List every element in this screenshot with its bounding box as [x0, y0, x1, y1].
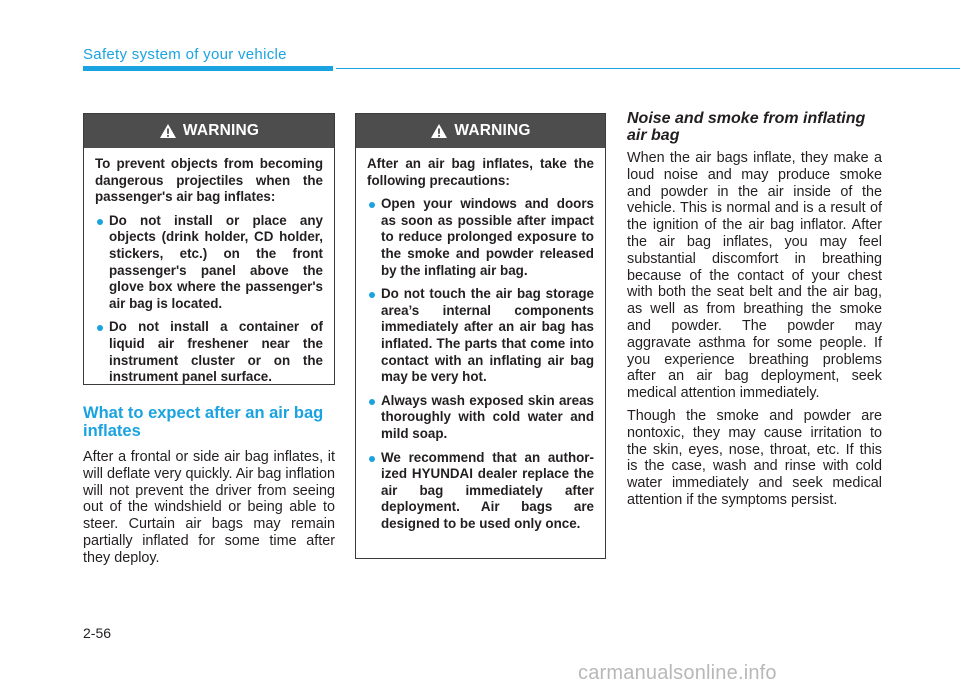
warning-item-text: Do not install a container of liquid air freshener near the instrument cluster or on the instrument panel surface. [109, 319, 323, 385]
warning-title: WARNING [454, 122, 531, 139]
warning-triangle-icon [430, 123, 448, 139]
warning-header [84, 114, 334, 148]
warning-body [84, 148, 334, 396]
bullet-icon [369, 456, 375, 462]
header-accent-bar [83, 66, 333, 71]
warning-list-item [95, 213, 323, 313]
bullet-icon [97, 219, 103, 225]
warning-intro: To prevent objects from becoming dangerous projectiles when the passenger's air bag inflates: [95, 156, 323, 205]
paragraph: When the air bags inflate, they make a loud noise and may produce smoke and powder in the air inside of the vehicle. This is normal and is a result of the ignition of the air bag inflator. After the air bag inflates, you may feel substantial discomfort in breathing because of the contact of your chest with both the seat belt and the air bag, as well as from breathing the smoke and powder. The powder may aggravate asthma for some people. If you experience breathing problems after an air bag deployment, seek medical attention immediately. [627, 150, 882, 402]
bullet-icon [369, 292, 375, 298]
section-heading-after-inflation: What to expect after an air bag inflates [83, 404, 324, 440]
bullet-icon [369, 202, 375, 208]
bullet-icon [369, 399, 375, 405]
warning-list-item [367, 286, 594, 386]
warning-body [356, 148, 605, 542]
section-body-noise-smoke [627, 150, 882, 515]
warning-item-text: We recommend that an authorized HYUNDAI dealer replace the air bag immediately after deployment. Air bags are designed to be used only once. [381, 449, 594, 531]
paragraph: Though the smoke and powder are nontoxic, they may cause irritation to the skin, eyes, nose, throat, etc. If this is the case, wash and rinse with cold water immediately and seek medical attention if the symptoms persist. [627, 407, 882, 508]
warning-title: WARNING [182, 122, 260, 139]
section-header-title: Safety system of your vehicle [83, 46, 287, 63]
section-heading-noise-smoke: Noise and smoke from inflating air bag [627, 110, 866, 144]
paragraph: After a frontal or side air bag inflates, it will deflate very quickly. Air bag inflation will not prevent the driver from seeing out of the windshield or being able to steer. Curtain air bags may remain partially inflated for some time after they deploy. [83, 449, 335, 566]
warning-list-item [367, 393, 594, 443]
warning-box-objects [83, 113, 335, 385]
warning-box-precautions [355, 113, 606, 559]
warning-list-item [367, 196, 594, 279]
warning-list-item [367, 450, 594, 533]
header-rule [336, 68, 960, 69]
warning-item-text: Do not touch the air bag storage area’s internal components immediately after an air bag has inflated. The parts that come into contact with an inflating air bag may be very hot. [381, 286, 594, 385]
section-paragraph-after-inflation [83, 449, 335, 573]
page-number: 2-56 [83, 625, 112, 641]
warning-item-text: Do not install or place any objects (drink holder, CD holder, stickers, etc.) on the front passenger's panel above the glove box where the passenger's air bag is located. [109, 212, 323, 311]
watermark: carmanualsonline.info [578, 662, 777, 684]
bullet-icon [97, 325, 103, 331]
warning-item-text: Open your windows and doors as soon as possible after impact to reduce prolonged exposure to the smoke and powder released by the inflating air bag. [381, 196, 594, 278]
warning-header [356, 114, 605, 148]
warning-list [95, 213, 323, 386]
warning-intro: After an air bag inflates, take the following precautions: [367, 156, 594, 188]
warning-list-item [95, 319, 323, 385]
warning-list [367, 196, 594, 532]
warning-item-text: Always wash exposed skin areas thoroughly with cold water and mild soap. [381, 392, 594, 441]
warning-triangle-icon [159, 123, 177, 139]
